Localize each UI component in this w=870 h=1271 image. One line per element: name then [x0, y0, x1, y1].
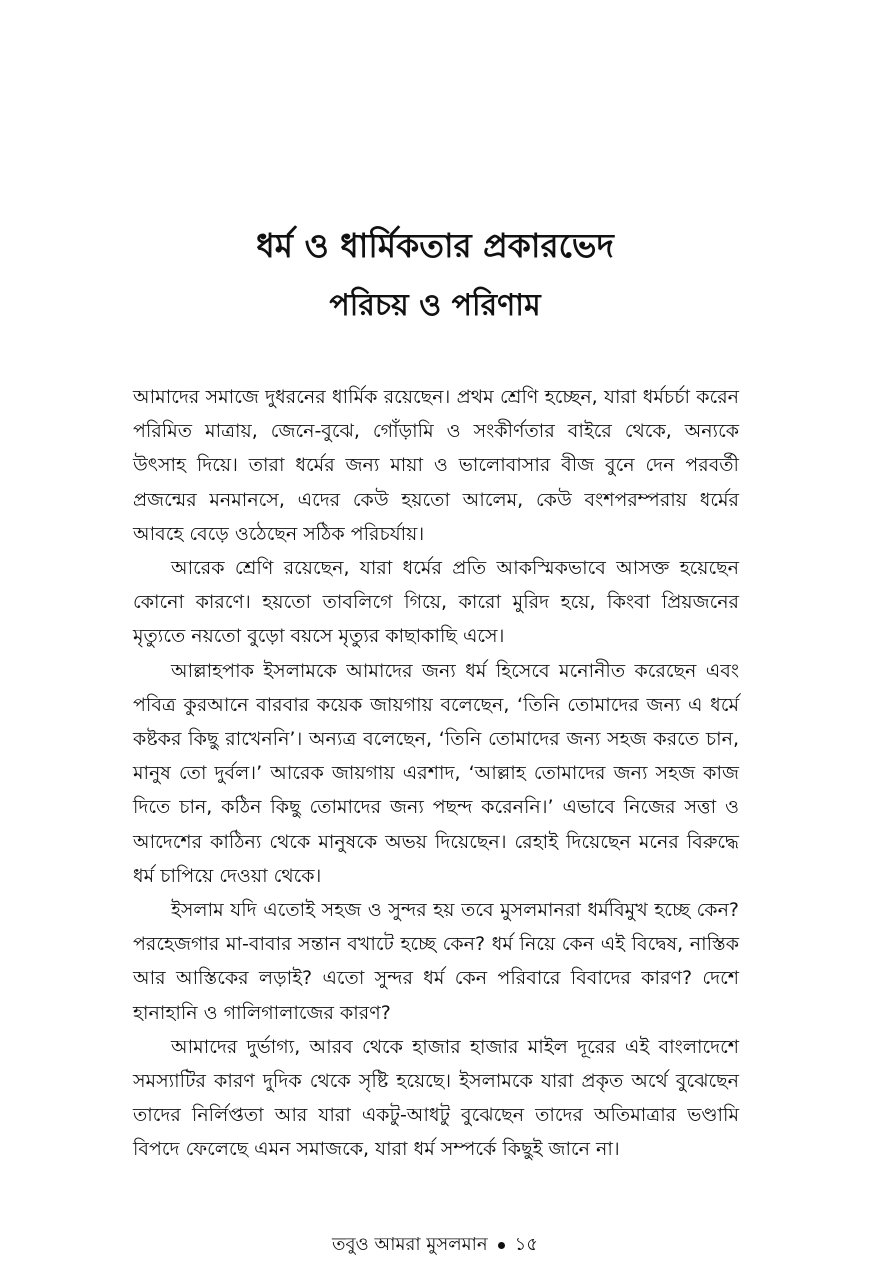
- paragraph: আরেক শ্রেণি রয়েছেন, যারা ধর্মের প্রতি আকস্মিকভাবে আসক্ত হয়েছেন কোনো কারণে। হয়তো তাবলিগে গিয়ে, কারো মুরিদ হয়ে, কিংবা প্রিয়জনের মৃত্যুতে নয়তো বুড়ো বয়সে মৃত্যুর কাছাকাছি এসে।: [133, 557, 739, 648]
- page-number: ১৫: [514, 1234, 538, 1255]
- page-footer: [0, 1232, 870, 1258]
- chapter-subtitle: পরিচয় ও পরিণাম: [329, 288, 541, 323]
- chapter-title: ধর্ম ও ধার্মিকতার প্রকারভেদ: [256, 226, 614, 265]
- paragraph: আমাদের দুর্ভাগ্য, আরব থেকে হাজার হাজার মাইল দূরের এই বাংলাদেশে সমস্যাটির কারণ দুদিক থেকে সৃষ্টি হয়েছে। ইসলামকে যারা প্রকৃত অর্থে বুঝেছেন তাদের নির্লিপ্ততা আর যারা একটু-আধটু বুঝেছেন তাদের অতিমাত্রার ভণ্ডামি বিপদে ফেলেছে এমন সমাজকে, যারা ধর্ম সম্পর্কে কিছুই জানে না।: [133, 1035, 739, 1161]
- paragraph: আমাদের সমাজে দুধরনের ধার্মিক রয়েছেন। প্রথম শ্রেণি হচ্ছেন, যারা ধর্মচর্চা করেন পরিমিত মাত্রায়, জেনে-বুঝে, গোঁড়ামি ও সংকীর্ণতার বাইরে থেকে, অন্যকে উৎসাহ দিয়ে। তারা ধর্মের জন্য মায়া ও ভালোবাসার বীজ বুনে দেন পরবর্তী প্রজন্মের মনমানসে, এদের কেউ হয়তো আলেম, কেউ বংশপরম্পরায় ধর্মের আবহে বেড়ে ওঠেছেন সঠিক পরিচর্যায়।: [133, 386, 739, 545]
- body-text: [133, 380, 739, 1167]
- paragraph: আল্লাহপাক ইসলামকে আমাদের জন্য ধর্ম হিসেবে মনোনীত করেছেন এবং পবিত্র কুরআনে বারবার কয়েক জায়গায় বলেছেন, ‘তিনি তোমাদের জন্য এ ধর্মে কষ্টকর কিছু রাখেননি’। অন্যত্র বলেছেন, ‘তিনি তোমাদের জন্য সহজ করতে চান, মানুষ তো দুর্বল।’ আরেক জায়গায় এরশাদ, ‘আল্লাহ তোমাদের জন্য সহজ কাজ দিতে চান, কঠিন কিছু তোমাদের জন্য পছন্দ করেননি।’ এভাবে নিজের সত্তা ও আদেশের কাঠিন্য থেকে মানুষকে অভয় দিয়েছেন। রেহাই দিয়েছেন মনের বিরুদ্ধে ধর্ম চাপিয়ে দেওয়া থেকে।: [133, 659, 739, 887]
- footer-book-title: তবুও আমরা মুসলমান: [332, 1234, 488, 1255]
- paragraph: ইসলাম যদি এতোই সহজ ও সুন্দর হয় তবে মুসলমানরা ধর্মবিমুখ হচ্ছে কেন? পরহেজগার মা-বাবার সন্তান বখাটে হচ্ছে কেন? ধর্ম নিয়ে কেন এই বিদ্বেষ, নাস্তিক আর আস্তিকের লড়াই? এতো সুন্দর ধর্ম কেন পরিবারে বিবাদের কারণ? দেশে হানাহানি ও গালিগালাজের কারণ?: [133, 899, 739, 1024]
- bullet-separator-icon: [498, 1242, 505, 1249]
